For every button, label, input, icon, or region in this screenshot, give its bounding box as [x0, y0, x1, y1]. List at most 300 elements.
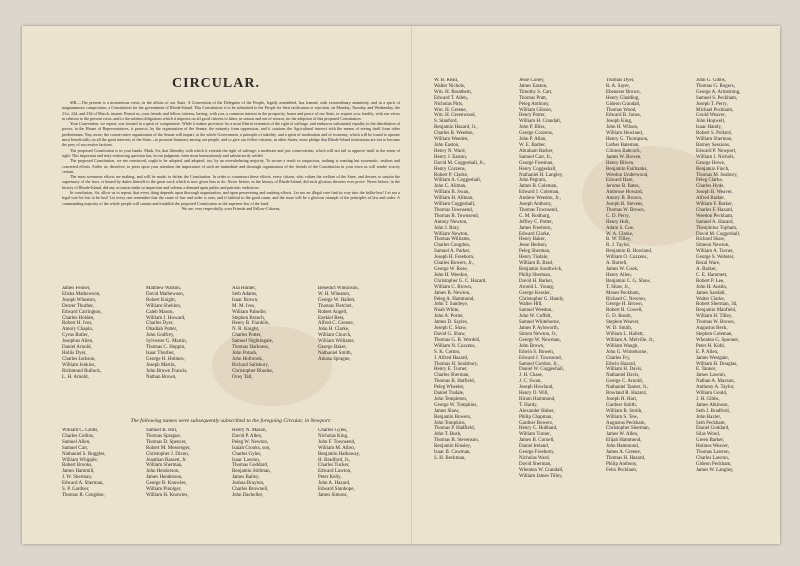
signer-name: W. A. Clarke, — [606, 231, 634, 237]
signer-name: Alfred C. Greene, — [318, 321, 354, 327]
signer-name: Elijah Hammond, — [606, 438, 642, 444]
signer-name: David H. Barker, — [519, 278, 554, 284]
signer-name: Nathaniel Davis, — [606, 373, 640, 379]
signer-name: James W. Bowen, — [606, 154, 642, 160]
document-sheet — [22, 26, 780, 544]
signer-name: Henry N. Ward, — [434, 148, 466, 154]
signer-name: John C. Allman, — [434, 184, 467, 190]
signer-name: William Sherman, — [696, 137, 733, 143]
signer-name: Benjamin Finch, — [696, 166, 730, 172]
signer-name: William A. Coggeshall, — [434, 178, 482, 184]
signer-name: Silas Wood, — [696, 432, 720, 438]
signer-name: Christopher Sherman, — [606, 426, 650, 432]
signer-name: Theophilus Topham, — [696, 225, 738, 231]
signer-name: Thomas B. Hatfield, — [434, 379, 475, 385]
signer-name: Christopher G. C. Hazard, — [434, 278, 487, 284]
signer-name: J. H. Gibbs, — [696, 396, 720, 402]
signer-name: Henry O. Will, — [519, 391, 549, 397]
signer-name: Hollis Dyer, — [62, 350, 87, 356]
signer-name: James W. Cook, — [606, 267, 639, 272]
signer-name: Edward Stanhope, — [318, 487, 355, 493]
signer-name: Nathaniel S. Ruggles, — [62, 451, 106, 457]
signer-name: W. E. Barber, — [519, 142, 546, 148]
signer-name: John H. Austin, — [696, 284, 728, 290]
signer-name: Jesse Hedson, — [519, 243, 548, 249]
subscribers-block — [62, 428, 402, 540]
signer-name: Thomas G. Rogers, — [696, 83, 735, 89]
signer-name: Daniel Arnold, — [62, 345, 92, 351]
signer-name: Barney Sessions, — [696, 142, 731, 148]
signer-name: Gideon Crandall, — [606, 101, 641, 107]
names-block — [434, 78, 774, 540]
body-paragraph: SIR.—The present is a momentous crisis, in the affairs of our State. A Convention of the Delegates of the People, legally assembled, has framed, with extraordinary unanimity, and in a spirit of magnanimous compromise, a Constitution for the government of Rhode-Island. This Constitution is to be submitted to the People for their ratification or rejection, on Monday, Tuesday, and Wednesday, the 21st, 22d, and 23d of March, instant. Permit us, your friends and fellow-citizens, having, with you, a common interest in the prosperity, honor and peace of our State, to request you, frankly, with our views in relation to the present crisis, and to the solemn obligations which it imposes on all good citizens to labor, in season and out of season, for the adoption of this proposed Constitution. — [62, 100, 400, 121]
signer-name: Jeffrey C. Potter, — [519, 219, 553, 225]
signer-name: Obadiah Potter, — [146, 327, 178, 333]
signer-name: Augustus Beck, — [696, 326, 728, 332]
names-column — [696, 78, 740, 474]
signer-name: John Brown Francis, — [146, 368, 188, 374]
signer-name: Amasa Sprague, — [318, 356, 351, 362]
signer-name: Henry Coggeshall, — [519, 166, 557, 172]
signer-name: Isaiah Crooks, son, — [232, 445, 271, 451]
signer-name: William James Tilley, — [519, 473, 563, 479]
signer-name: Charles Lawton, — [696, 456, 730, 461]
signer-name: E. Tanner, — [696, 367, 717, 373]
signer-name: Joseph King, — [606, 119, 633, 125]
signer-name: Henry Cozzens, — [434, 166, 466, 172]
signer-name: Edward Lawton, — [318, 469, 352, 475]
signature-column — [146, 286, 188, 381]
signer-name: George W. Newman, — [519, 337, 561, 343]
signer-name: Benjamin C. G. Shaw, — [606, 278, 651, 284]
signer-name: Isaac B. Cowman, — [434, 450, 471, 456]
signer-name: Benjamin B. Howland, — [606, 249, 653, 255]
signer-name: Josephus Allen, — [62, 339, 94, 345]
signer-name: Peleg W. Newton, — [232, 439, 269, 445]
signer-name: Seth J. Bradford, — [696, 408, 730, 414]
signer-name: Wm. H. Breathem, — [434, 89, 472, 95]
signer-name: Abraham Barker, — [519, 148, 554, 154]
signer-name: Benedict Wilkinson, — [318, 286, 359, 291]
signer-name: Benjamin Manfield, — [696, 308, 737, 314]
signer-name: Thomas W. Brown, — [606, 207, 645, 213]
signer-name: Thomas P. Hadfield, — [434, 426, 475, 432]
signer-name: David P. Allen, — [232, 433, 263, 439]
signer-name: Robert M. Messenger, — [146, 445, 191, 451]
signer-name: Robert P. Clarke, — [434, 172, 469, 178]
signer-name: Peleg Sherman, — [519, 249, 551, 255]
signer-name: Wheaton W. Crandall, — [519, 467, 564, 473]
signer-name: N. R. Knight, — [232, 327, 260, 333]
signer-name: Henry G. Thompson, — [606, 137, 649, 143]
signer-name: Samuel Carr, Jr., — [519, 154, 553, 160]
signer-name: James Lawton, — [696, 373, 726, 379]
signer-name: Joseph B. Stevens, — [606, 202, 644, 208]
signer-name: William Gibson, — [519, 107, 553, 113]
signer-name: Thomas D. Spencer, — [146, 439, 187, 445]
signer-name: H. Bradford, Jr., — [318, 457, 351, 463]
document-title: CIRCULAR. — [172, 76, 260, 91]
signer-name: Simon Newton, Jr., — [519, 331, 558, 337]
signer-name: William A. Turner, — [696, 249, 734, 255]
signer-name: Thomas R. Congdon, — [62, 492, 105, 498]
signer-name: Richard Shaw, — [696, 237, 726, 243]
signer-name: Edward J. Coleman, — [519, 190, 560, 196]
signer-name: Joseph Howland, — [519, 385, 554, 391]
signer-name: Philip Anthony, — [606, 461, 638, 467]
signer-name: S. K. Cotton, — [434, 349, 461, 355]
signer-name: Samuel Nightingale, — [232, 339, 274, 345]
signer-name: Thomas Lawton, — [696, 450, 730, 456]
signer-name: Bezal Ware, — [696, 261, 721, 267]
signer-name: William Pabodie, — [232, 309, 267, 315]
signer-name: Wheaton G. Spooner, — [696, 337, 740, 343]
signer-name: John Templeton, — [434, 396, 468, 402]
signer-name: William Whipple, — [62, 457, 98, 463]
signer-name: Thomas Dyer, — [606, 78, 635, 83]
signer-name: Samuel A. Parker, — [434, 249, 471, 255]
signer-name: Charles Sherman, — [434, 373, 470, 379]
signer-name: Gardner Smith, — [606, 402, 637, 408]
signer-name: Thomas H. Hazard, — [606, 456, 646, 461]
signature-column — [318, 286, 359, 363]
signer-name: S. Stanford, — [434, 119, 458, 125]
signer-name: John T. Sandeye, — [434, 302, 468, 308]
signer-name: William Pinniger, — [146, 487, 182, 493]
signer-name: M. M. Ives, — [232, 303, 256, 309]
signer-name: John Brown, — [519, 343, 545, 349]
signer-name: Jonathan Bassett, Jr. — [146, 457, 187, 463]
signer-name: George H. Brown, — [606, 302, 643, 308]
signer-name: Henry C. Hubbard, — [519, 426, 558, 432]
signer-name: John Godfrey, — [146, 333, 175, 339]
signer-name: William Sherman, — [146, 463, 183, 469]
signer-name: Seth Adams, — [232, 291, 258, 297]
signer-name: George Baker, — [318, 345, 347, 351]
fold-crease — [411, 26, 413, 544]
signer-name: J. C. Swan, — [519, 379, 542, 385]
signer-name: Samuel Weedon, — [519, 308, 553, 314]
circular-body — [62, 100, 400, 284]
signer-name: William B. Brad, — [519, 261, 554, 267]
signer-name: Wm. H. Greene, — [434, 107, 467, 113]
signer-name: Luther Bateman, — [606, 142, 640, 148]
signer-name: Thomas M. Seabury, — [696, 172, 738, 178]
subscriber-column — [146, 428, 191, 499]
signer-name: Asa Hunter, — [232, 286, 256, 291]
signer-name: James Freeborn, — [519, 225, 552, 231]
closing-line: We are, very respectfully, your Friends and Fellow-Citizens, — [181, 205, 281, 211]
signer-name: Charles Brownell, — [232, 487, 269, 493]
signer-name: James B. Cornell, — [519, 438, 555, 444]
body-paragraph: In conclusion, Sir, allow us to repeat, that every thing depends upon thorough organization, and upon persevering and untiring efforts. Let not an illegal vote find its way into the ballot-box! Let not a legal vote be lost to be lost! Let every one remember that the cause of law and order is ours, and if faithful to the good cause, and the issue will be a glorious triumph of the principles of law and order. A commanding majority of the whole people will sustain and establish the proposed Constitution as the supreme law of the land. — [62, 190, 400, 206]
signer-name: Felix Peckham, — [606, 467, 638, 473]
signer-name: Henry B. Franklin, — [232, 321, 270, 327]
signer-name: William Gould, — [696, 391, 728, 397]
signer-name: James A. Greene, — [606, 450, 641, 456]
signer-name: Nathaniel Tanner, Jr., — [606, 385, 649, 391]
signer-name: James Easton, — [519, 83, 548, 89]
signer-name: John A. Porter, — [434, 314, 464, 320]
signer-name: Samuel A. Hazard, — [696, 219, 734, 225]
signer-name: William A. Melville, Jr., — [606, 337, 655, 343]
signer-name: Clinton Babcock, — [606, 148, 641, 154]
signer-name: Thomas Sprague, — [146, 433, 181, 439]
signer-name: William C. Brown, — [434, 284, 473, 290]
signer-name: James B. Coleman, — [519, 184, 558, 190]
signer-name: William H. Davis, — [606, 367, 643, 373]
signer-name: Benjamin Hazard, Jr., — [434, 125, 478, 131]
signer-name: A. Barker, — [696, 267, 717, 272]
signer-name: John F. Townsend, — [318, 439, 356, 445]
signer-name: T. Hardy, — [519, 402, 538, 408]
signer-name: Thomas W. Brown, — [696, 320, 735, 326]
signer-name: Augustus Peckham, — [606, 420, 646, 426]
signer-name: Nicholas King, — [318, 433, 349, 439]
signer-name: Antony Newton, — [434, 219, 468, 225]
signer-name: Robert S. Pollard, — [696, 131, 732, 137]
signer-name: George Freeman, — [519, 160, 554, 166]
signer-name: George W. Tompkins, — [434, 402, 478, 408]
signer-name: William Williams, — [318, 339, 355, 345]
signer-name: Thomas H. Sealsbury, — [434, 361, 479, 367]
signer-name: Isaac Thurber, — [146, 350, 175, 356]
signer-name: Robert H. Ives, — [62, 321, 93, 327]
signer-name: Thomas Fletcher, — [318, 303, 353, 309]
signer-name: Ocey Tall, — [232, 374, 253, 380]
signer-name: Peter Kelly, — [318, 475, 342, 481]
signer-name: Benjamin Bowers, — [434, 414, 472, 420]
signer-name: Noah White, — [434, 308, 460, 314]
signer-name: Henry Baker, — [519, 237, 546, 243]
signer-name: Charles Collins, — [62, 433, 95, 439]
signer-name: Ezekiel Best, — [318, 315, 345, 321]
signer-name: Walter Nichols, — [434, 83, 466, 89]
signer-name: John J. Bray, — [434, 225, 460, 231]
signer-name: John Holbrook, — [232, 356, 264, 362]
signer-name: Jesse Coney, — [519, 78, 545, 83]
signer-name: Samuel Whitehorne, — [519, 320, 561, 326]
signer-name: Edward Carrington, — [62, 309, 102, 315]
subscriber-column — [232, 428, 271, 499]
signer-name: Charles Potter, — [232, 333, 262, 339]
signer-name: Richmond Bullock, — [62, 368, 102, 374]
signer-name: S. P. Gardner, — [62, 487, 90, 493]
signer-name: William H. Douglas, — [696, 361, 738, 367]
signer-name: Caleb Mason, — [146, 309, 174, 315]
signer-name: W. H. Wheaton, — [318, 291, 351, 297]
signer-name: Henry J. Easton, — [434, 154, 468, 160]
signer-name: Daniel Ireland, — [519, 444, 549, 450]
signatures-block — [62, 286, 402, 414]
signer-name: Samuel Gordon, Jr., — [519, 361, 559, 367]
signer-name: Holmes Weaver, — [696, 444, 729, 450]
signer-name: William B. Smith, — [606, 408, 643, 414]
signer-name: David Mathewson, — [146, 291, 185, 297]
signer-name: Thomas Wood, — [606, 107, 637, 113]
signer-name: T. Shaw, Jr., — [606, 284, 631, 290]
signer-name: Christopher J. Dixon, — [146, 451, 190, 457]
signer-name: John Dacheller, — [232, 492, 264, 498]
signer-name: John G. Gibbs, — [696, 78, 727, 83]
signer-name: Samuel Allen, — [62, 439, 91, 445]
signer-name: Henry Gladding, — [606, 95, 640, 101]
signer-name: Samuel S. Peckham, — [696, 95, 738, 101]
names-column — [606, 78, 655, 474]
names-column — [434, 78, 487, 462]
signer-name: John H. Weedon, — [434, 272, 469, 278]
signer-name: Charles F. Hazard, — [696, 207, 734, 213]
signer-name: Philip Chapman, — [519, 414, 553, 420]
signer-name: Adam S. Coe, — [606, 225, 635, 231]
signer-name: John Henderson, — [146, 469, 180, 475]
signer-name: James Atkinson, — [696, 402, 729, 408]
signer-name: Edward J. Townsend, — [519, 355, 562, 361]
signer-name: Christopher G. Handy, — [519, 296, 565, 302]
signer-name: Robert Knight, — [146, 297, 176, 303]
signature-column — [62, 286, 102, 381]
signer-name: John H. Wilson, — [606, 125, 639, 131]
signer-name: G. D. Booth, — [606, 314, 632, 320]
signer-name: Edwin Hazard, — [606, 361, 636, 367]
signer-name: Thomas Williams, — [434, 237, 471, 243]
signer-name: Thomas C. Hoppin, — [146, 345, 186, 351]
signer-name: Hiram Hammond, — [519, 396, 556, 402]
signer-name: Edward Clarke, — [519, 231, 551, 237]
signer-name: Weedon Underwood, — [606, 172, 649, 178]
signer-name: Charles Dyer, — [146, 321, 174, 327]
signer-name: James Fenner, — [62, 286, 91, 291]
signer-name: R. J. Taylor, — [606, 243, 631, 249]
signer-name: John Hammond, — [606, 444, 640, 450]
signer-name: W. B. Read, — [434, 78, 459, 83]
signer-name: Edward Hare, — [606, 178, 634, 184]
body-paragraph: The proposed Constitution, we are convinced, ought to be adopted, and adopted, too, by an overwhelming majority. To secure a result so auspicious, nothing is wanting but systematic, zealous and concerted efforts. Suffer us, therefore, to press upon your attention the importance of such an immediate and thorough organization of the friends of the Constitution in your town as will render victory certain. — [62, 158, 400, 174]
signer-name: Robert Brooks, — [62, 463, 93, 469]
signer-name: Sylvester G. Martin, — [146, 339, 187, 345]
signer-name: Walter Clarke, — [696, 296, 726, 302]
signer-name: William N. Cozzens, — [434, 343, 476, 349]
signer-name: E. P. Allen, — [696, 349, 719, 355]
signer-name: Joseph H. Freeborn, — [434, 255, 475, 261]
signer-name: John T. Bush, — [434, 432, 462, 438]
signer-name: George Howe, — [696, 160, 726, 166]
signer-name: William H. Allman, — [434, 196, 474, 202]
signer-name: Isaac Handy, — [696, 125, 722, 131]
signer-name: John Pegram, — [519, 178, 547, 184]
signer-name: Benjamin Kinsley, — [434, 444, 472, 450]
signer-name: B. W. Tilley, — [606, 237, 632, 243]
signer-name: William F. Barker, — [696, 202, 733, 208]
signer-name: George Cozzens, — [519, 131, 554, 137]
signer-name: Henry Bliven, — [606, 160, 635, 166]
body-paragraph: The proposed Constitution is in your hands. Mark, Sir, that liberality with which it extends the right of suffrage; a moderate and just conservatism, which will not fail to approve itself to the sense of right. This important and truly embracing question has, in our judgment, been most harmoniously and satisfactorily settled. — [62, 147, 400, 158]
signer-name: Amory Chapin, — [62, 327, 94, 333]
signer-name: Isaac Lawton, — [232, 457, 261, 463]
signer-name: Henry Potter, — [519, 113, 546, 119]
signer-name: James Simons, — [318, 492, 348, 498]
signer-name: John P. Allan, — [519, 137, 547, 143]
signer-name: Thomas G. B. Wordell, — [434, 337, 481, 343]
signer-name: Thomas B. Stevenson, — [434, 438, 479, 444]
signer-name: David M. Coggeshall, Jr., — [434, 160, 486, 166]
signer-name: William Waugh, — [606, 343, 639, 349]
signer-name: Thomas Townsend, — [434, 207, 473, 213]
signer-name: John G. Whitehorne, — [606, 349, 648, 355]
signer-name: William Weeden, — [434, 137, 469, 143]
signer-name: Edward P. Newport, — [696, 148, 737, 154]
signer-name: Joseph B. Weaver, — [696, 190, 733, 196]
signer-name: James Westgate, — [696, 355, 729, 361]
signer-name: Matthew Watson, — [146, 286, 182, 291]
signer-name: Peleg Wheeler, — [434, 385, 465, 391]
signer-name: William H. Knowles, — [146, 492, 189, 498]
signer-name: George S. Webster, — [696, 255, 735, 261]
signer-name: Daniel Tisdale, — [434, 391, 465, 397]
signer-name: William J. Howard, — [146, 315, 186, 321]
signer-name: Stephen Weaver, — [606, 320, 640, 326]
signer-name: William J. Nichols, — [696, 154, 735, 160]
signer-name: Michael Peckham, — [696, 107, 734, 113]
signer-name: Joshua Brayton, — [232, 481, 265, 487]
signer-name: George Freeborn, — [519, 450, 555, 456]
signer-name: Seth Peckham, — [696, 420, 726, 426]
signer-name: James D. Sayles, — [434, 320, 468, 326]
signer-name: Richard Salisbury, — [232, 362, 269, 368]
signer-name: Ebenezer Brown, — [606, 89, 641, 95]
signer-name: Philip Sherman, — [519, 272, 552, 278]
signer-name: Elisha Mathewson, — [62, 291, 101, 297]
signer-name: John A. Hazard, — [318, 481, 351, 487]
signer-name: R. A. Sayer, — [606, 83, 631, 89]
signer-name: Isaac Brown, — [232, 297, 259, 303]
signer-name: Charles Congdon, — [434, 243, 471, 249]
signer-name: Thomas Pratt, — [519, 95, 548, 101]
signer-name: Richard C. Newton, — [606, 296, 646, 302]
names-column — [519, 78, 564, 480]
signer-name: Benjamin Southwick, — [519, 267, 563, 272]
signer-name: Benjamin Stillman, — [232, 469, 271, 475]
signer-name: David G. Shaw, — [434, 331, 466, 337]
signer-name: Charles Jackson, — [62, 356, 96, 362]
signer-name: Samuel Carr, — [62, 445, 89, 451]
signer-name: Charles Tucker, — [318, 463, 350, 469]
signer-name: Daniel Goddard, — [696, 426, 730, 432]
signer-name: William H. Crandall, — [519, 119, 562, 125]
signer-name: Nicholas Ward, — [519, 456, 550, 461]
signer-name: Joseph H. Hart, — [606, 396, 638, 402]
signer-name: Edward T. Allen, — [434, 95, 468, 101]
signer-name: Edward B. Jones, — [606, 113, 641, 119]
signer-name: James Sandall, — [696, 290, 726, 296]
signer-name: Daniel W. Coggeshall, — [519, 367, 564, 373]
signer-name: William Sheldon, — [146, 303, 182, 309]
signer-name: Amory B. Brown, — [606, 196, 643, 202]
signer-name: Nathaniel H. Langley, — [519, 172, 564, 178]
signer-name: William Coggeshall, — [434, 202, 476, 208]
signer-name: Nathan A. Maxson, — [696, 379, 735, 385]
signer-name: Henry Allen, — [606, 272, 632, 278]
signer-name: J. W. Sherman, — [62, 475, 93, 481]
signer-name: Walter Hill, — [519, 302, 543, 308]
signer-name: James Henderson, — [146, 475, 183, 481]
body-paragraph: Your Convention, we repeat, was formed in a spirit of compromise. While it makes provision for a most liberal extension of the right of suffrage, and embraces substantial equality in the distribution of power, in the House of Representatives, it protects, by the organization of the Senate, the minority from oppression, and it cautions the Agricultural interest with the means of seeing itself from other predominant. Nay, more; the conservative organization of the Senate will impart, to the whole Government, a principle of stability, and a spirit of moderation and of economy, which will be found to operate most beneficially on all the great interests of the State—to promote harmony among our people, and to give our fellow-citizens, in other States, more pledge that Rhode-Island institutions are not to become the prey of successive factions. — [62, 121, 400, 148]
signature-column — [232, 286, 273, 381]
signer-name: Peleg Anthony, — [519, 101, 550, 107]
signer-name: C. E. Hammett, — [696, 272, 728, 278]
signer-name: William Church, — [318, 333, 352, 339]
signer-name: Joseph T. Perry, — [696, 101, 728, 107]
